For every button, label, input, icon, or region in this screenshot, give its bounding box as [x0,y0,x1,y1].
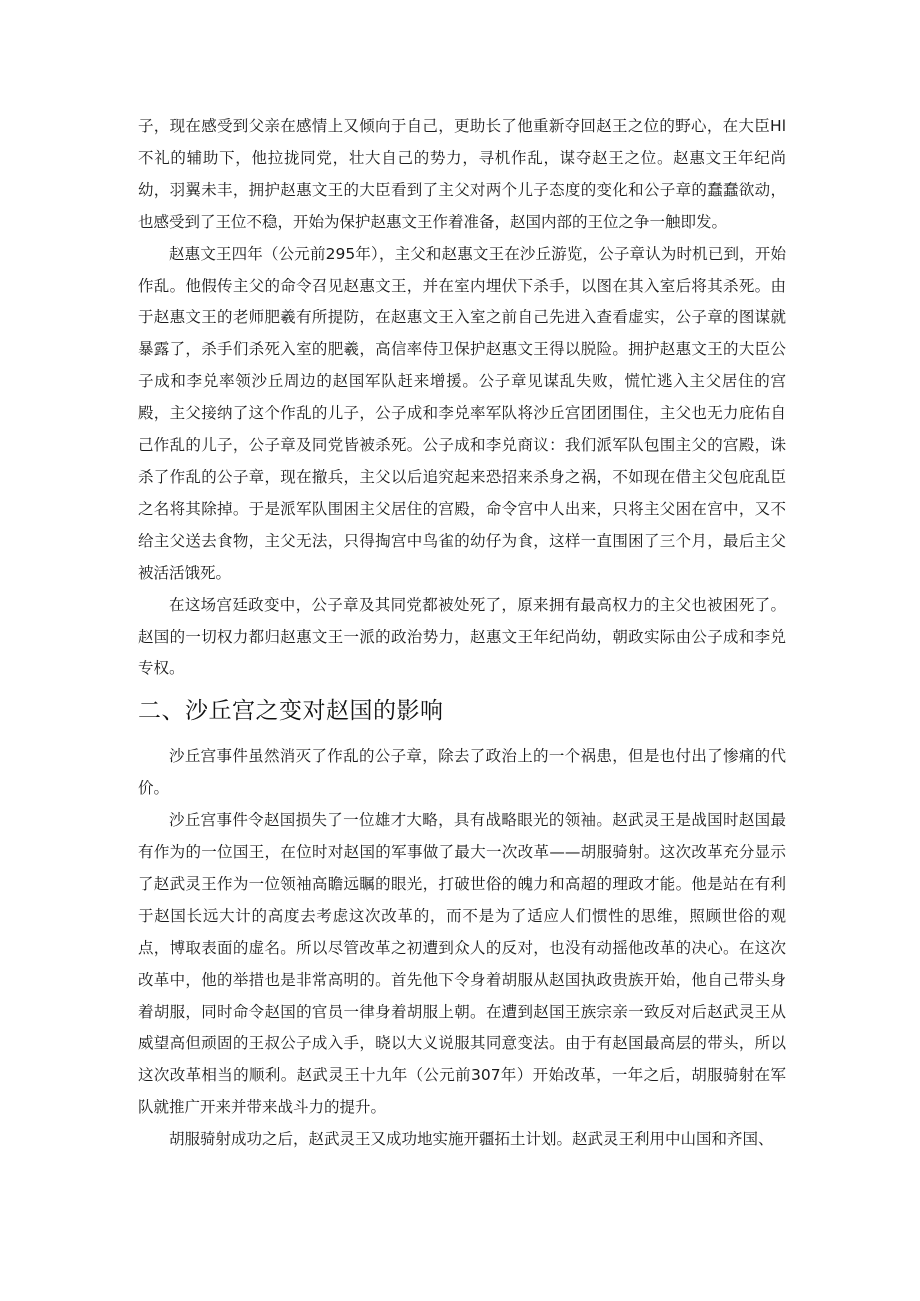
document-body [138,111,786,1156]
paragraph-4: 沙丘宫事件虽然消灭了作乱的公子章，除去了政治上的一个祸患，但是也付出了惨痛的代价。 [138,747,786,798]
paragraph-6: 胡服骑射成功之后，赵武灵王又成功地实施开疆拓土计划。赵武灵王利用中山国和齐国、 [169,1130,774,1149]
section-heading: 二、沙丘宫之变对赵国的影响 [138,698,444,725]
paragraph-5: 沙丘宫事件令赵国损失了一位雄才大略，具有战略眼光的领袖。赵武灵王是战国时赵国最有作为的一位国王，在位时对赵国的军事做了最大一次改革——胡服骑射。这次改革充分显示了赵武灵王作为一位领袖高瞻远瞩的眼光，打破世俗的魄力和高超的理政才能。他是站在有利于赵国长远大计的高度去考虑这次改革的，而不是为了适应人们惯性的思维，照顾世俗的观点，博取表面的虚名。所以尽管改革之初遭到众人的反对，也没有动摇他改革的决心。在这次改革中，他的举措也是非常高明的。首先他下令身着胡服从赵国执政贵族开始，他自己带头身着胡服，同时命令赵国的官员一律身着胡服上朝。在遭到赵国王族宗亲一致反对后赵武灵王从威望高但顽固的王叔公子成入手，晓以大义说服其同意变法。由于有赵国最高层的带头，所以这次改革相当的顺利。赵武灵王十九年（公元前307年）开始改革，一年之后，胡服骑射在军队就推广开来并带来战斗力的提升。 [138,811,786,1117]
paragraph-1: 子，现在感受到父亲在感情上又倾向于自己，更助长了他重新夺回赵王之位的野心，在大臣Hl不礼的辅助下，他拉拢同党，壮大自己的势力，寻机作乱，谋夺赵王之位。赵惠文王年纪尚幼，羽翼未丰，拥护赵惠文王的大臣看到了主父对两个儿子态度的变化和公子章的蠢蠢欲动，也感受到了王位不稳，开始为保护赵惠文王作着准备，赵国内部的王位之争一触即发。 [138,117,786,231]
paragraph-2: 赵惠文王四年（公元前295年），主父和赵惠文王在沙丘游览，公子章认为时机已到，开始作乱。他假传主父的命令召见赵惠文王，并在室内埋伏下杀手，以图在其入室后将其杀死。由于赵惠文王的老师肥羲有所提防，在赵惠文王入室之前自己先进入查看虚实，公子章的图谋就暴露了，杀手们杀死入室的肥羲，高信率侍卫保护赵惠文王得以脱险。拥护赵惠文王的大臣公子成和李兑率领沙丘周边的赵国军队赶来增援。公子章见谋乱失败，慌忙逃入主父居住的宫殿，主父接纳了这个作乱的儿子，公子成和李兑率军队将沙丘宫团团围住，主父也无力庇佑自己作乱的儿子，公子章及同党皆被杀死。公子成和李兑商议：我们派军队包围主父的宫殿，诛杀了作乱的公子章，现在撤兵，主父以后追究起来恐招来杀身之祸，不如现在借主父包庇乱臣之名将其除掉。于是派军队围困主父居住的宫殿，命令宫中人出来，只将主父困在宫中，又不给主父送去食物，主父无法，只得掏宫中鸟雀的幼仔为食，这样一直围困了三个月，最后主父被活活饿死。 [138,244,786,582]
paragraph-3: 在这场宫廷政变中，公子章及其同党都被处死了，原来拥有最高权力的主父也被困死了。赵国的一切权力都归赵惠文王一派的政治势力，赵惠文王年纪尚幼，朝政实际由公子成和李兑专权。 [138,595,786,678]
